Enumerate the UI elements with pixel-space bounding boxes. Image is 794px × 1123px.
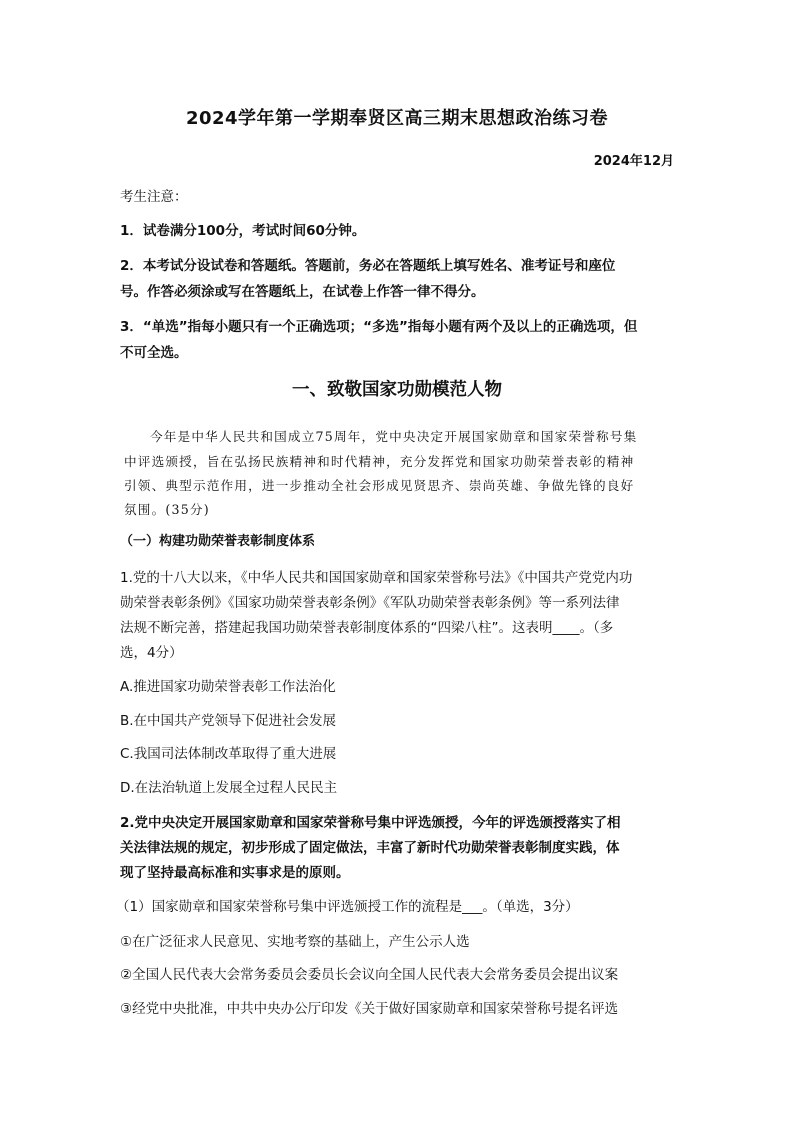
notice-heading: 考生注意：	[120, 189, 188, 205]
page-title: 2024学年第一学期奉贤区高三期末思想政治练习卷	[185, 108, 609, 129]
notice-item-1: 1．试卷满分100分，考试时间60分钟。	[120, 223, 366, 239]
question-2-line-1: 2.党中央决定开展国家勋章和国家荣誉称号集中评选颁授，今年的评选颁授落实了相	[120, 815, 621, 831]
question-1-option-a: A.推进国家功勋荣誉表彰工作法治化	[120, 679, 336, 695]
notice-item-3-line-2: 不可全选。	[120, 345, 188, 361]
question-2-item-1: ①在广泛征求人民意见、实地考察的基础上，产生公示人选	[120, 934, 470, 950]
question-1-line-4: 选，4分）	[120, 645, 183, 661]
question-1-line-3: 法规不断完善，搭建起我国功勋荣誉表彰制度体系的“四梁八柱”。这表明____。（多	[120, 620, 614, 636]
subsection-title: （一）构建功勋荣誉表彰制度体系	[120, 534, 316, 549]
question-2-line-3: 现了坚持最高标准和实事求是的原则。	[120, 865, 350, 881]
notice-item-3-line-1: 3．“单选”指每小题只有一个正确选项；“多选”指每小题有两个及以上的正确选项，但	[120, 319, 638, 335]
section-title: 一、致敬国家功勋模范人物	[292, 380, 502, 400]
question-1-option-c: C.我国司法体制改革取得了重大进展	[120, 746, 337, 762]
question-2-item-3: ③经党中央批准，中共中央办公厅印发《关于做好国家勋章和国家荣誉称号提名评选	[120, 1001, 619, 1017]
exam-date: 2024年12月	[593, 154, 674, 169]
question-2-sub-1: （1）国家勋章和国家荣誉称号集中评选颁授工作的流程是___。（单选，3分）	[116, 899, 579, 915]
question-1-option-d: D.在法治轨道上发展全过程人民民主	[120, 780, 338, 796]
intro-line-2: 中评选颁授，旨在弘扬民族精神和时代精神，充分发挥党和国家功勋荣誉表彰的精神	[124, 454, 635, 469]
question-2-line-2: 关法律法规的规定，初步形成了固定做法，丰富了新时代功勋荣誉表彰制度实践，体	[120, 840, 620, 856]
question-2-item-2: ②全国人民代表大会常务委员会委员长会议向全国人民代表大会常务委员会提出议案	[120, 967, 619, 983]
question-1-line-1: 1.党的十八大以来，《中华人民共和国国家勋章和国家荣誉称号法》《中国共产党党内功	[120, 570, 633, 586]
notice-item-2-line-2: 号。作答必须涂或写在答题纸上，在试卷上作答一律不得分。	[120, 284, 485, 300]
intro-line-4: 氛围。(35分)	[124, 502, 210, 517]
notice-item-2-line-1: 2．本考试分设试卷和答题纸。答题前，务必在答题纸上填写姓名、准考证号和座位	[120, 258, 616, 274]
question-1-option-b: B.在中国共产党领导下促进社会发展	[120, 713, 337, 729]
question-1-line-2: 勋荣誉表彰条例》《国家功勋荣誉表彰条例》《军队功勋荣誉表彰条例》等一系列法律	[120, 595, 620, 611]
intro-line-3: 引领、典型示范作用，进一步推动全社会形成见贤思齐、崇尚英雄、争做先锋的良好	[124, 478, 635, 493]
intro-line-1: 今年是中华人民共和国成立75周年，党中央决定开展国家勋章和国家荣誉称号集	[150, 429, 638, 444]
